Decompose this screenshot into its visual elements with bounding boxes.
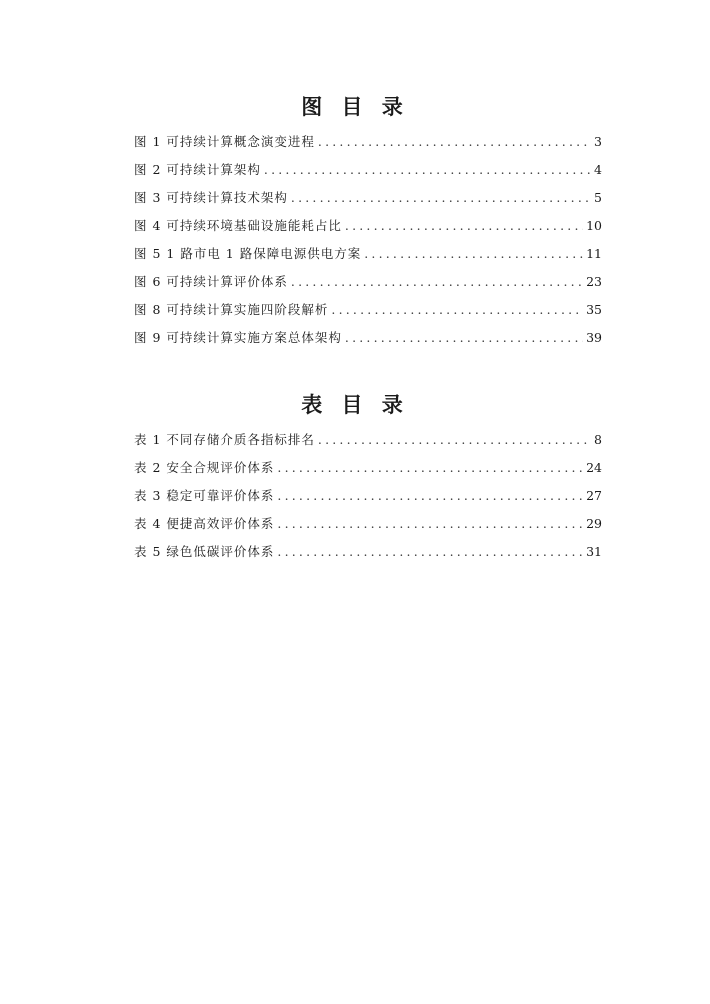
toc-entry-table-1[interactable]	[134, 426, 602, 454]
figure-list-section	[0, 92, 710, 352]
toc-entry-label: 表 2 安全合规评价体系	[134, 460, 275, 475]
toc-entry-page: 3	[594, 134, 602, 149]
toc-entry-label: 图 6 可持续计算评价体系	[134, 274, 288, 289]
dot-leader	[345, 212, 583, 240]
toc-entry-table-4[interactable]	[134, 510, 602, 538]
toc-entry-figure-6[interactable]	[134, 268, 602, 296]
table-list-heading: 表 目 录	[301, 393, 409, 417]
dot-leader	[318, 128, 591, 156]
toc-entry-page: 8	[594, 432, 602, 447]
dot-leader	[364, 240, 583, 268]
toc-entry-label: 图 5 1 路市电 1 路保障电源供电方案	[134, 246, 362, 261]
toc-entry-page: 29	[586, 516, 602, 531]
toc-entry-figure-4[interactable]	[134, 212, 602, 240]
toc-entry-label: 图 1 可持续计算概念演变进程	[134, 134, 315, 149]
toc-entry-label: 表 4 便捷高效评价体系	[134, 516, 275, 531]
toc-entry-table-3[interactable]	[134, 482, 602, 510]
toc-entry-label: 表 1 不同存储介质各指标排名	[134, 432, 315, 447]
toc-entry-label: 表 5 绿色低碳评价体系	[134, 544, 275, 559]
dot-leader	[291, 268, 583, 296]
toc-entry-figure-5[interactable]	[134, 240, 602, 268]
dot-leader	[277, 482, 583, 510]
dot-leader	[264, 156, 591, 184]
toc-entry-page: 31	[586, 544, 602, 559]
toc-entry-label: 图 3 可持续计算技术架构	[134, 190, 288, 205]
toc-entry-page: 35	[586, 302, 602, 317]
dot-leader	[277, 510, 583, 538]
toc-entry-page: 24	[586, 460, 602, 475]
toc-entry-page: 11	[586, 246, 602, 261]
toc-entry-figure-9[interactable]	[134, 324, 602, 352]
dot-leader	[277, 538, 583, 566]
toc-entry-table-5[interactable]	[134, 538, 602, 566]
toc-entry-table-2[interactable]	[134, 454, 602, 482]
dot-leader	[277, 454, 583, 482]
table-list-section	[0, 390, 710, 566]
figure-list-heading: 图 目 录	[301, 95, 409, 119]
toc-entry-label: 图 4 可持续环境基础设施能耗占比	[134, 218, 342, 233]
toc-entry-figure-1[interactable]	[134, 128, 602, 156]
toc-entry-page: 4	[594, 162, 602, 177]
toc-entry-figure-2[interactable]	[134, 156, 602, 184]
toc-entry-page: 10	[586, 218, 602, 233]
dot-leader	[291, 184, 591, 212]
toc-entry-page: 27	[586, 488, 602, 503]
toc-entry-page: 5	[594, 190, 602, 205]
dot-leader	[331, 296, 583, 324]
toc-entry-figure-8[interactable]	[134, 296, 602, 324]
toc-entry-label: 图 2 可持续计算架构	[134, 162, 261, 177]
dot-leader	[318, 426, 591, 454]
table-list	[134, 426, 602, 566]
toc-entry-label: 图 9 可持续计算实施方案总体架构	[134, 330, 342, 345]
dot-leader	[345, 324, 583, 352]
toc-entry-figure-3[interactable]	[134, 184, 602, 212]
toc-entry-page: 39	[586, 330, 602, 345]
toc-entry-label: 图 8 可持续计算实施四阶段解析	[134, 302, 329, 317]
toc-entry-label: 表 3 稳定可靠评价体系	[134, 488, 275, 503]
toc-entry-page: 23	[586, 274, 602, 289]
figure-list	[134, 128, 602, 352]
